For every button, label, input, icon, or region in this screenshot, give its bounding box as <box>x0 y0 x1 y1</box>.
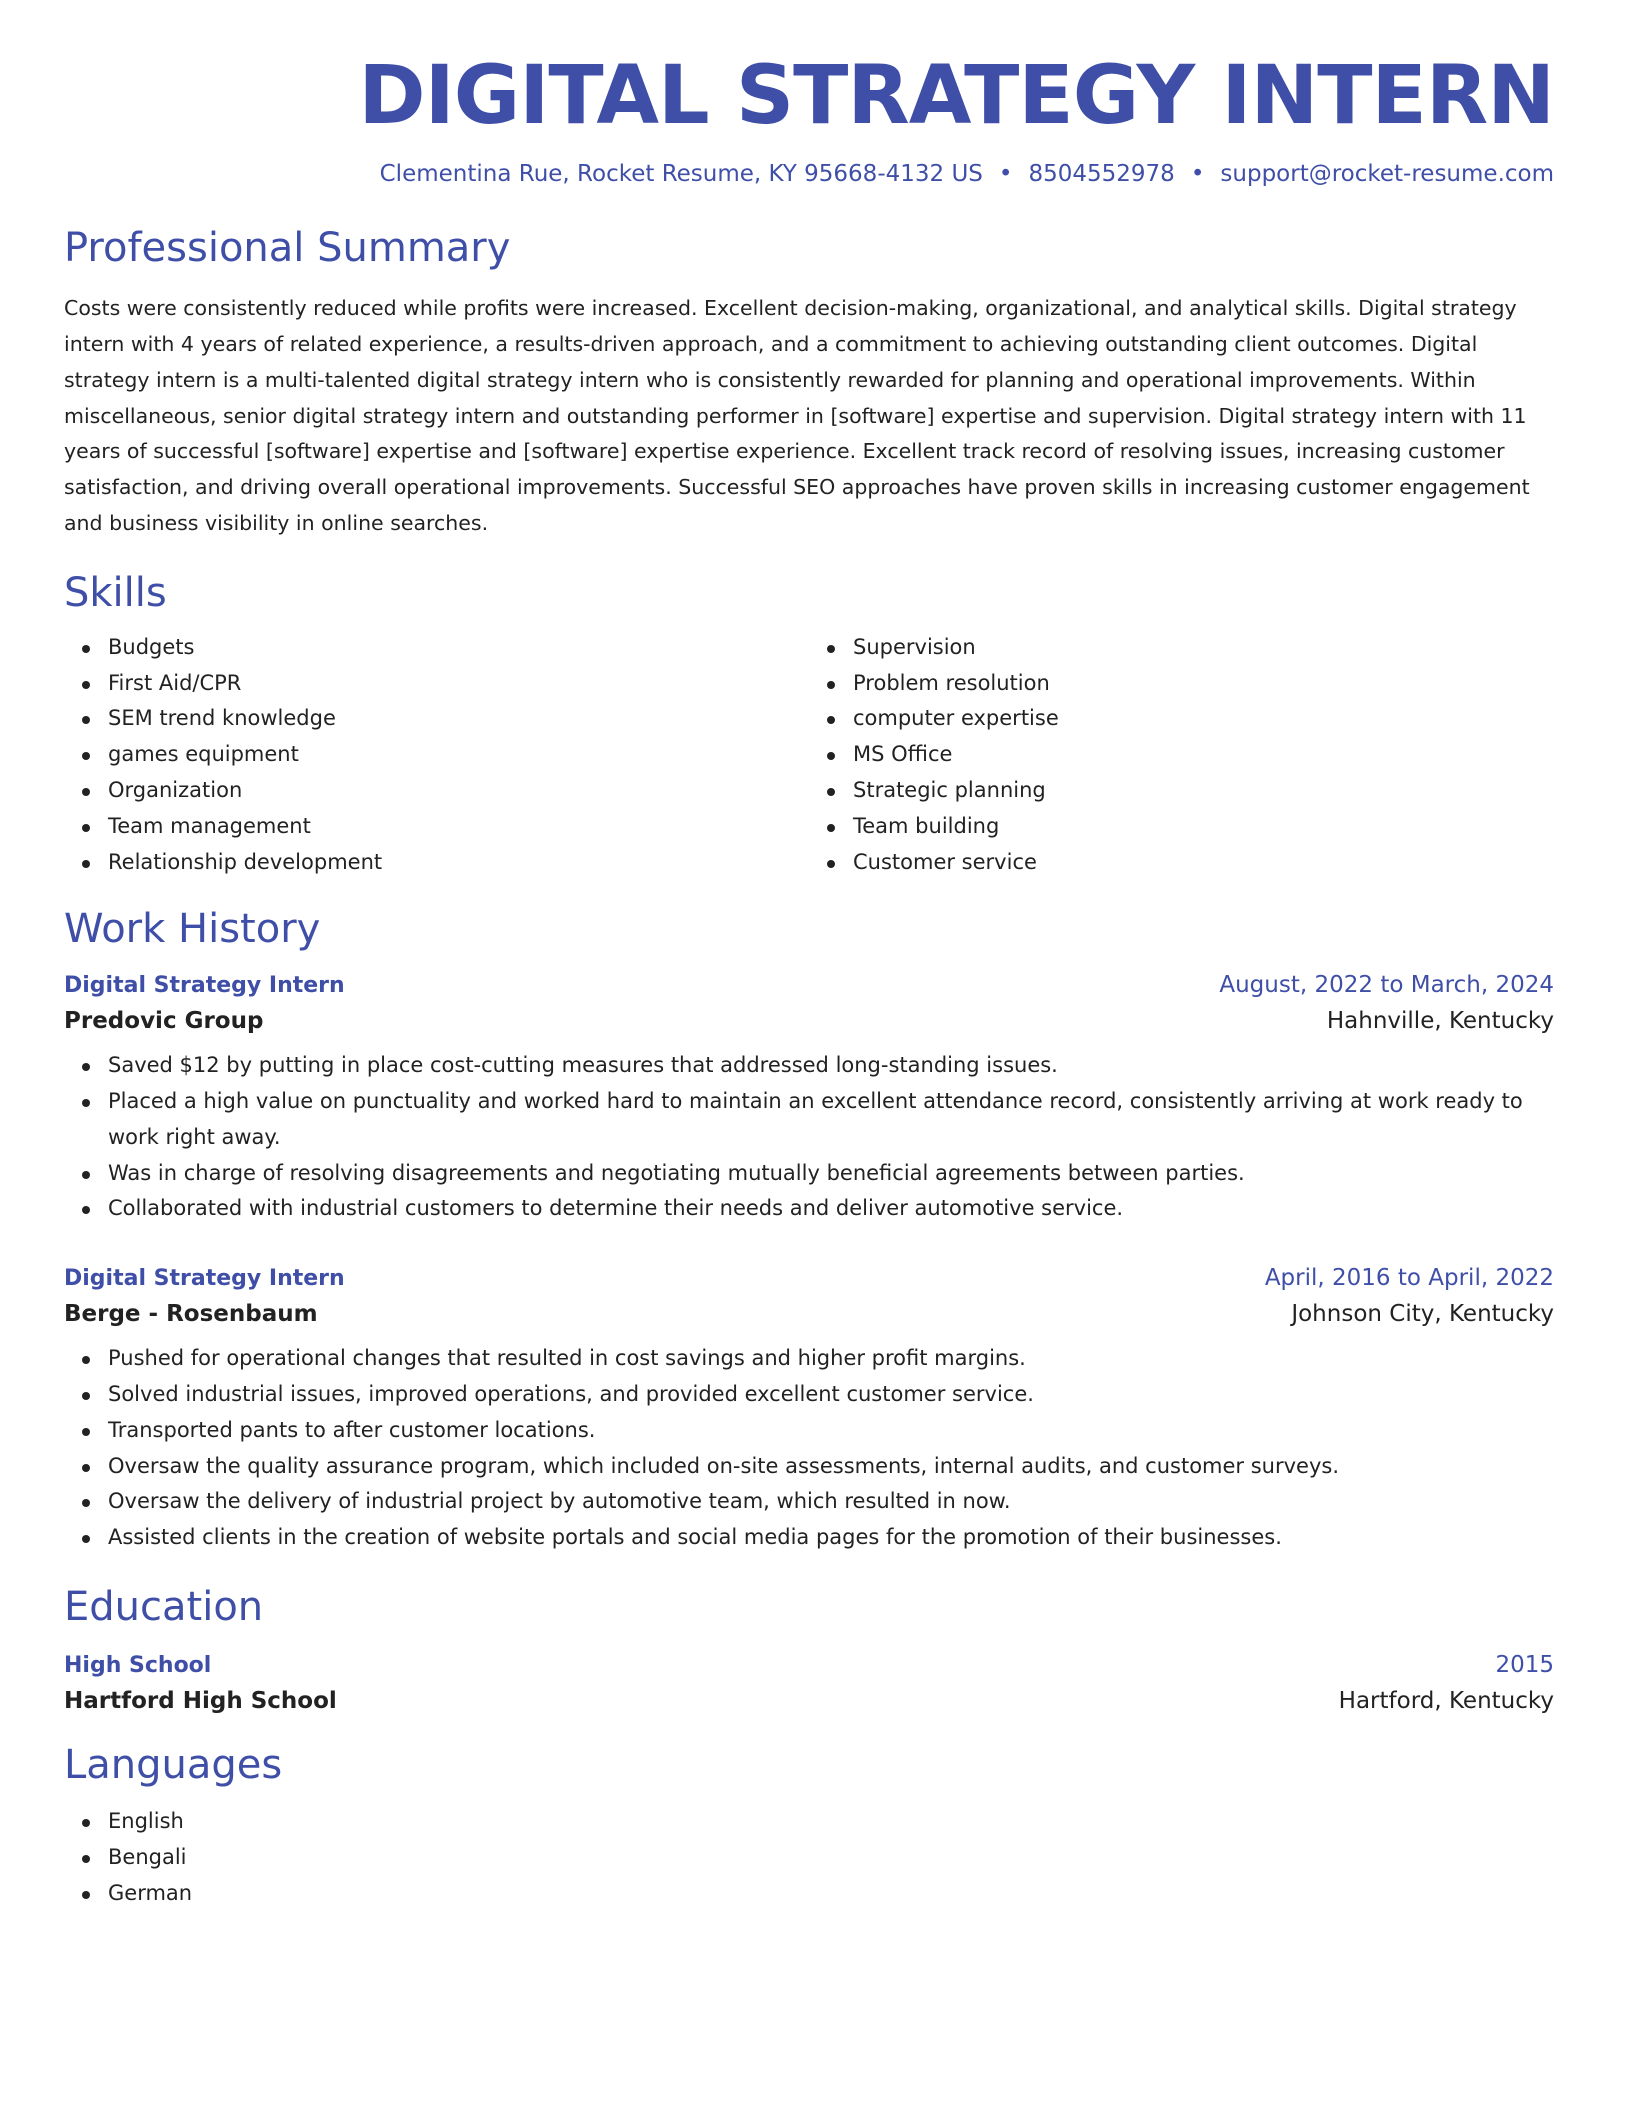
job-entry <box>64 972 1554 1227</box>
job-header-row <box>64 972 1554 998</box>
skills-column-right <box>809 630 1554 881</box>
education-degree: High School <box>64 1653 212 1679</box>
job-entry <box>64 1265 1554 1556</box>
job-title: Digital Strategy Intern <box>64 1266 345 1292</box>
contact-address: Clementina Rue, Rocket Resume, KY 95668-4132 US <box>379 161 983 188</box>
resume-page <box>64 50 1554 1911</box>
summary-heading: Professional Summary <box>64 225 511 272</box>
job-bullet: Solved industrial issues, improved operations, and provided excellent customer service. <box>108 1377 1554 1413</box>
education-school-row <box>64 1688 1554 1714</box>
job-employer: Berge - Rosenbaum <box>64 1301 318 1328</box>
job-employer-row <box>64 1301 1554 1327</box>
skill-item: Team management <box>108 809 809 845</box>
job-location: Johnson City, Kentucky <box>1291 1301 1554 1328</box>
skill-item: First Aid/CPR <box>108 666 809 702</box>
job-location: Hahnville, Kentucky <box>1326 1008 1554 1035</box>
education-entry <box>64 1652 1554 1714</box>
job-dates: April, 2016 to April, 2022 <box>1264 1265 1554 1292</box>
job-title: Digital Strategy Intern <box>64 973 345 999</box>
education-school: Hartford High School <box>64 1688 337 1715</box>
job-bullet: Oversaw the delivery of industrial project by automotive team, which resulted in now. <box>108 1484 1554 1520</box>
skills-heading: Skills <box>64 569 167 616</box>
contact-separator: • <box>1190 161 1205 188</box>
job-bullet: Pushed for operational changes that resulted in cost savings and higher profit margins. <box>108 1341 1554 1377</box>
skill-item: Problem resolution <box>853 666 1554 702</box>
job-bullet: Transported pants to after customer locations. <box>108 1413 1554 1449</box>
job-bullet: Was in charge of resolving disagreements and negotiating mutually beneficial agreements between parties. <box>108 1156 1554 1192</box>
language-item: German <box>108 1876 1554 1912</box>
skill-item: Budgets <box>108 630 809 666</box>
education-year: 2015 <box>1495 1652 1554 1679</box>
skill-item: Relationship development <box>108 845 809 881</box>
job-bullets <box>64 1048 1554 1227</box>
contact-separator: • <box>998 161 1013 188</box>
job-employer-row <box>64 1008 1554 1034</box>
work-history-heading: Work History <box>64 906 321 953</box>
language-item: English <box>108 1804 1554 1840</box>
job-employer: Predovic Group <box>64 1008 264 1035</box>
skills-list <box>64 630 1554 881</box>
skill-item: SEM trend knowledge <box>108 701 809 737</box>
skill-item: computer expertise <box>853 701 1554 737</box>
skill-item: Team building <box>853 809 1554 845</box>
job-bullet: Oversaw the quality assurance program, which included on-site assessments, internal audits, and customer surveys. <box>108 1449 1554 1485</box>
skill-item: Customer service <box>853 845 1554 881</box>
job-bullet: Saved $12 by putting in place cost-cutting measures that addressed long-standing issues. <box>108 1048 1554 1084</box>
resume-title: DIGITAL STRATEGY INTERN <box>358 49 1554 143</box>
job-header-row <box>64 1265 1554 1291</box>
education-location: Hartford, Kentucky <box>1338 1688 1554 1715</box>
skill-item: Supervision <box>853 630 1554 666</box>
skill-item: games equipment <box>108 737 809 773</box>
job-bullet: Collaborated with industrial customers to determine their needs and deliver automotive service. <box>108 1191 1554 1227</box>
skill-item: MS Office <box>853 737 1554 773</box>
summary-text: Costs were consistently reduced while profits were increased. Excellent decision-making, organizational, and analytical skills. Digital strategy intern with 4 years of related experience, a results-driven approach, and a commitment to achieving outstanding client outcomes. Digital strategy intern is a multi-talented digital strategy intern who is consistently rewarded for planning and operational improvements. Within miscellaneous, senior digital strategy intern and outstanding performer in [software] expertise and supervision. Digital strategy intern with 11 years of successful [software] expertise and [software] expertise experience. Excellent track record of resolving issues, increasing customer satisfaction, and driving overall operational improvements. Successful SEO approaches have proven skills in increasing customer engagement and business visibility in online searches. <box>64 296 1530 535</box>
education-heading: Education <box>64 1584 264 1631</box>
skill-item: Strategic planning <box>853 773 1554 809</box>
contact-line <box>64 161 1554 187</box>
education-header-row <box>64 1652 1554 1678</box>
language-item: Bengali <box>108 1840 1554 1876</box>
job-dates: August, 2022 to March, 2024 <box>1219 972 1554 999</box>
job-bullets <box>64 1341 1554 1556</box>
job-bullet: Assisted clients in the creation of website portals and social media pages for the promotion of their businesses. <box>108 1520 1554 1556</box>
job-bullet: Placed a high value on punctuality and worked hard to maintain an excellent attendance record, consistently arriving at work ready to work right away. <box>108 1084 1554 1156</box>
languages-list <box>64 1804 1554 1911</box>
contact-phone: 8504552978 <box>1028 161 1175 188</box>
contact-email: support@rocket-resume.com <box>1220 161 1554 188</box>
languages-heading: Languages <box>64 1742 283 1789</box>
skills-column-left <box>64 630 809 881</box>
skill-item: Organization <box>108 773 809 809</box>
